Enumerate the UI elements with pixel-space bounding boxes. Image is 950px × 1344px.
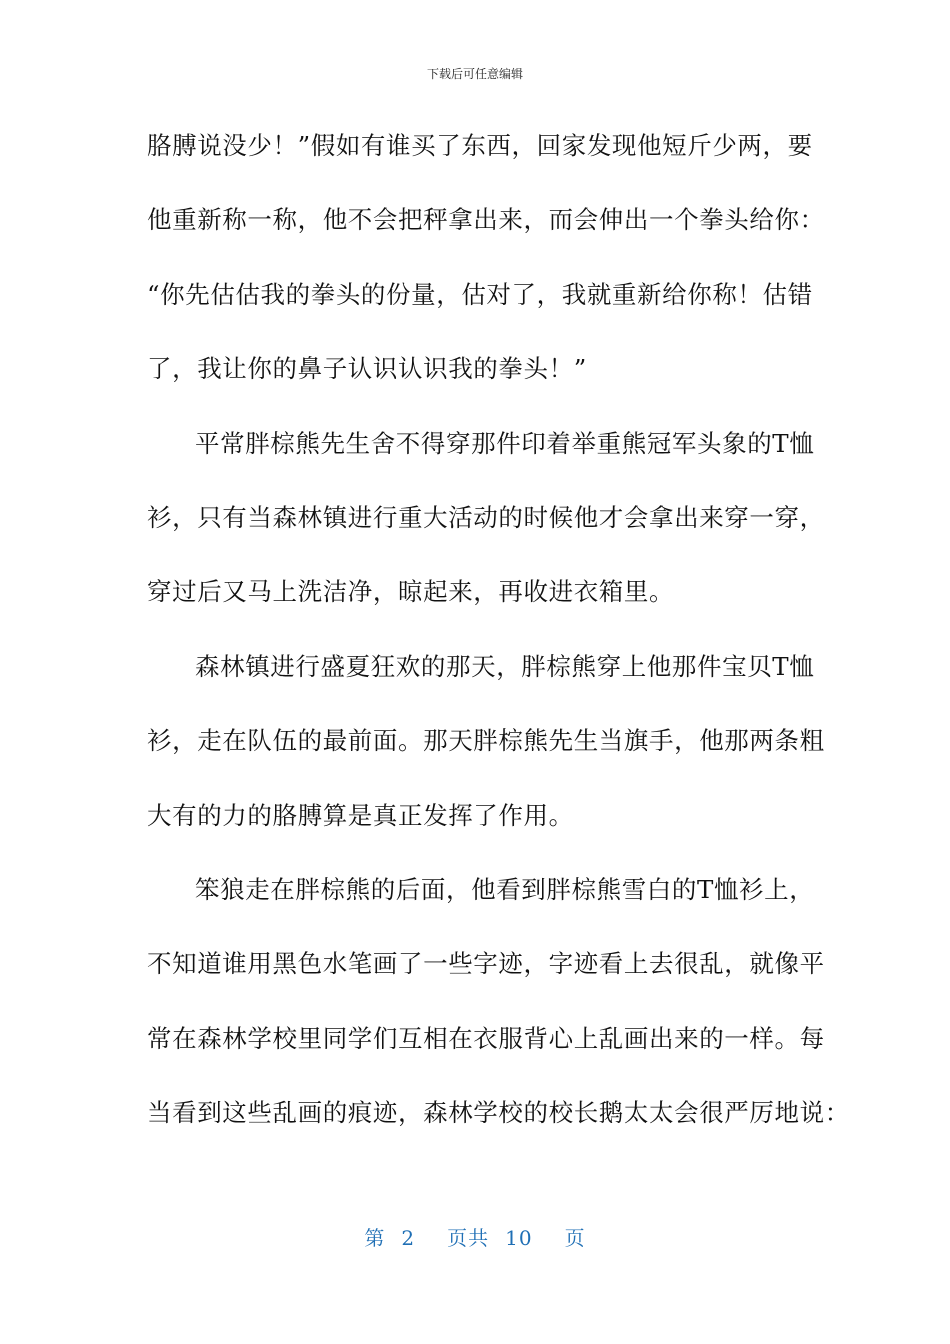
current-page-number: 2	[401, 1226, 416, 1250]
total-pages-number: 10	[505, 1226, 533, 1250]
text-line: 了，我让你的鼻子认识认识我的拳头！”	[147, 354, 587, 384]
text-line: 穿过后又马上洗洁净，晾起来，再收进衣箱里。	[147, 577, 675, 607]
text-line: 衫，走在队伍的最前面。那天胖棕熊先生当旗手，他那两条粗	[147, 726, 825, 756]
text-line: 他重新称一称，他不会把秤拿出来，而会伸出一个拳头给你：	[147, 205, 825, 235]
page-label-suffix: 页	[564, 1226, 586, 1250]
text-line: 不知道谁用黑色水笔画了一些字迹，字迹看上去很乱，就像平	[147, 949, 825, 979]
text-line: “你先估估我的拳头的份量，估对了，我就重新给你称！估错	[147, 279, 813, 309]
paragraph-first-line: 平常胖棕熊先生舍不得穿那件印着举重熊冠军头象的T恤	[195, 428, 815, 458]
document-body	[147, 119, 850, 1160]
text-line: 常在森林学校里同学们互相在衣服背心上乱画出来的一样。每	[147, 1023, 825, 1053]
text-line: 衫，只有当森林镇进行重大活动的时候他才会拿出来穿一穿，	[147, 502, 825, 532]
paragraph-first-line: 笨狼走在胖棕熊的后面，他看到胖棕熊雪白的T恤衫上，	[195, 874, 815, 904]
paragraph-first-line: 森林镇进行盛夏狂欢的那天，胖棕熊穿上他那件宝贝T恤	[195, 651, 815, 681]
page-header: 下载后可任意编辑	[426, 67, 523, 81]
page-footer	[0, 1223, 950, 1253]
page-label-mid: 页共	[447, 1226, 490, 1250]
page-label-prefix: 第	[364, 1226, 386, 1250]
text-line: 胳膊说没少！”假如有谁买了东西，回家发现他短斤少两，要	[147, 131, 813, 160]
text-line: 当看到这些乱画的痕迹，森林学校的校长鹅太太会很严厉地说：	[147, 1098, 850, 1128]
text-line: 大有的力的胳膊算是真正发挥了作用。	[147, 800, 574, 830]
